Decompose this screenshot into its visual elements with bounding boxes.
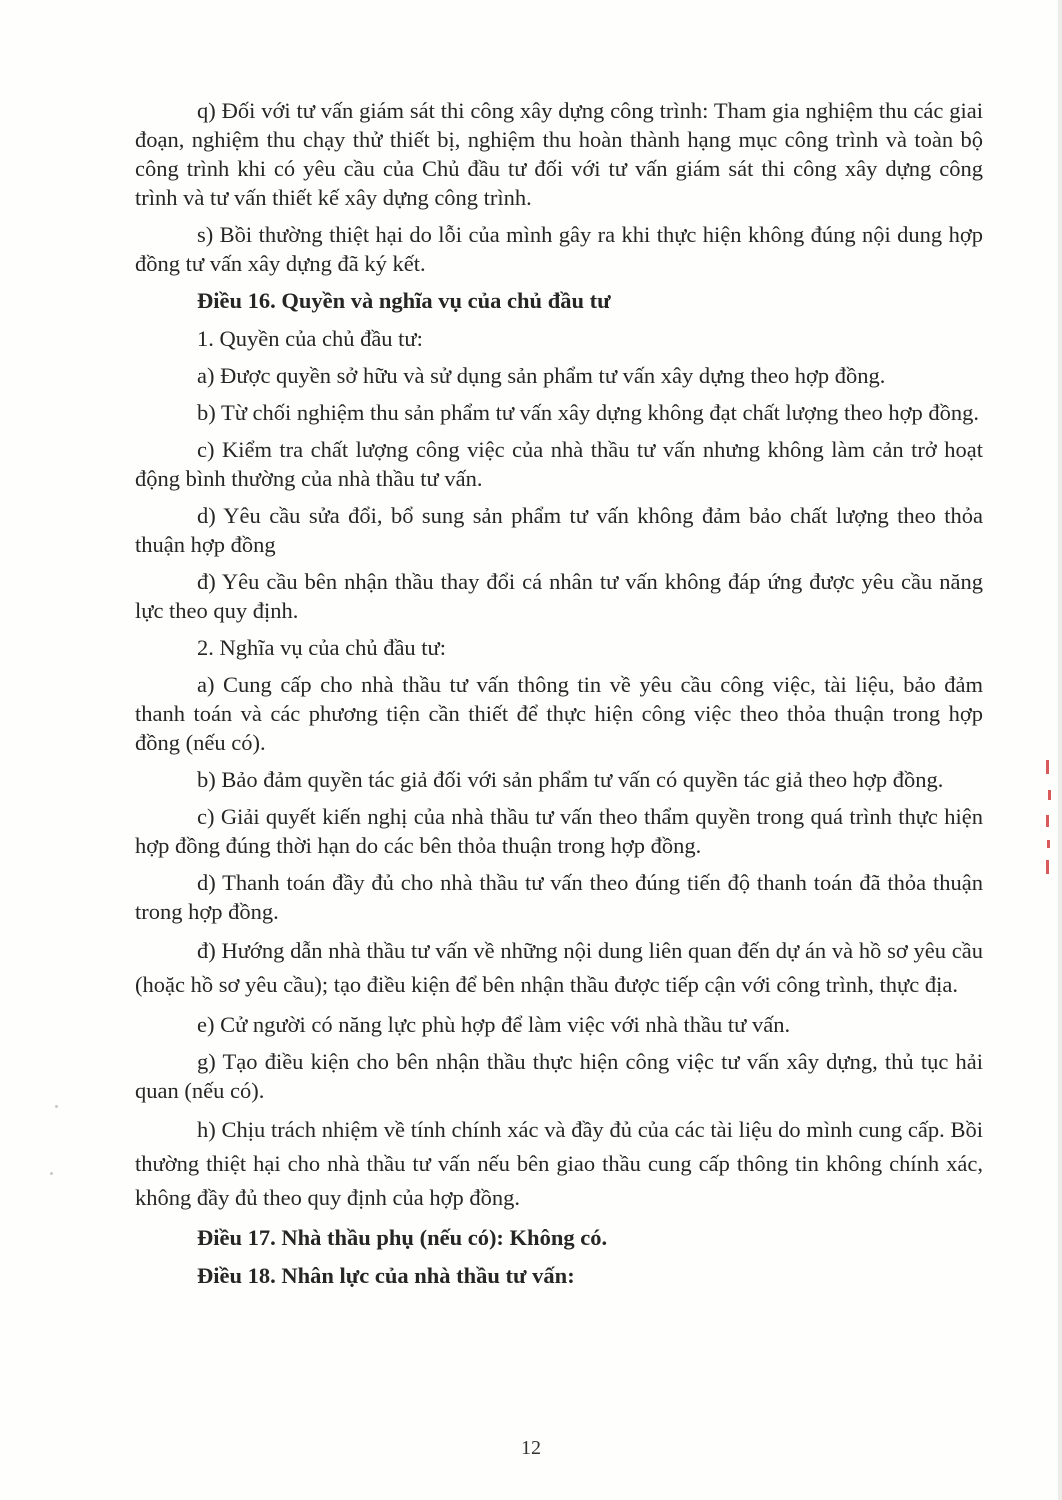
stamp-bleed-mark: [1046, 860, 1049, 874]
rights-item-c: c) Kiểm tra chất lượng công việc của nhà thầu tư vấn nhưng không làm cản trở hoạt động bình thường của nhà thầu tư vấn.: [135, 437, 983, 491]
duties-item-a: a) Cung cấp cho nhà thầu tư vấn thông tin về yêu cầu công việc, tài liệu, bảo đảm thanh toán và các phương tiện cần thiết để thực hiện công việc theo thỏa thuận trong hợp đồng (nếu có).: [135, 672, 983, 755]
stamp-bleed-mark: [1048, 790, 1051, 800]
article-18-heading: Điều 18. Nhân lực của nhà thầu tư vấn:: [197, 1263, 575, 1288]
stamp-bleed-mark: [1047, 840, 1050, 848]
duties-item-c: c) Giải quyết kiến nghị của nhà thầu tư vấn theo thẩm quyền trong quá trình thực hiện hợp đồng đúng thời hạn do các bên thỏa thuận trong hợp đồng.: [135, 804, 983, 858]
page-number: 12: [521, 1437, 541, 1459]
paragraph-s: s) Bồi thường thiệt hại do lỗi của mình gây ra khi thực hiện không đúng nội dung hợp đồng tư vấn xây dựng đã ký kết.: [135, 222, 983, 276]
duties-item-d: d) Thanh toán đầy đủ cho nhà thầu tư vấn theo đúng tiến độ thanh toán đã thỏa thuận trong hợp đồng.: [135, 870, 983, 924]
rights-item-b: b) Từ chối nghiệm thu sản phẩm tư vấn xây dựng không đạt chất lượng theo hợp đồng.: [197, 400, 980, 425]
rights-item-d: d) Yêu cầu sửa đổi, bổ sung sản phẩm tư vấn không đảm bảo chất lượng theo thỏa thuận hợp đồng: [135, 503, 983, 557]
scan-edge-shadow: [1058, 0, 1062, 1500]
article-16-heading: Điều 16. Quyền và nghĩa vụ của chủ đầu tư: [197, 288, 611, 313]
stamp-bleed-mark: [1046, 760, 1049, 774]
duties-item-dd: đ) Hướng dẫn nhà thầu tư vấn về những nội dung liên quan đến dự án và hồ sơ yêu cầu (hoặc hồ sơ yêu cầu); tạo điều kiện để bên nhận thầu được tiếp cận với công trình, thực địa.: [135, 938, 983, 997]
document-body: [135, 96, 983, 1299]
article-17-heading: Điều 17. Nhà thầu phụ (nếu có): Không có.: [197, 1225, 608, 1250]
rights-item-a: a) Được quyền sở hữu và sử dụng sản phẩm tư vấn xây dựng theo hợp đồng.: [197, 363, 886, 388]
duties-heading: 2. Nghĩa vụ của chủ đầu tư:: [197, 635, 447, 660]
rights-heading: 1. Quyền của chủ đầu tư:: [197, 326, 423, 351]
scan-speck: [55, 1105, 58, 1108]
scan-speck: [50, 1172, 53, 1175]
paragraph-q: q) Đối với tư vấn giám sát thi công xây dựng công trình: Tham gia nghiệm thu các giai đoạn, nghiệm thu chạy thử thiết bị, nghiệm thu hoàn thành hạng mục công trình và toàn bộ công trình khi có yêu cầu của Chủ đầu tư đối với tư vấn giám sát thi công xây dựng công trình và tư vấn thiết kế xây dựng công trình.: [135, 98, 983, 210]
duties-item-b: b) Bảo đảm quyền tác giả đối với sản phẩm tư vấn có quyền tác giả theo hợp đồng.: [197, 767, 944, 792]
stamp-bleed-mark: [1046, 815, 1049, 827]
duties-item-g: g) Tạo điều kiện cho bên nhận thầu thực hiện công việc tư vấn xây dựng, thủ tục hải quan (nếu có).: [135, 1049, 983, 1103]
duties-item-h: h) Chịu trách nhiệm về tính chính xác và đầy đủ của các tài liệu do mình cung cấp. Bồi thường thiệt hại cho nhà thầu tư vấn nếu bên giao thầu cung cấp thông tin không chính xác, không đầy đủ theo quy định của hợp đồng.: [135, 1117, 983, 1210]
rights-item-dd: đ) Yêu cầu bên nhận thầu thay đổi cá nhân tư vấn không đáp ứng được yêu cầu năng lực theo quy định.: [135, 569, 983, 623]
duties-item-e: e) Cử người có năng lực phù hợp để làm việc với nhà thầu tư vấn.: [197, 1012, 791, 1037]
